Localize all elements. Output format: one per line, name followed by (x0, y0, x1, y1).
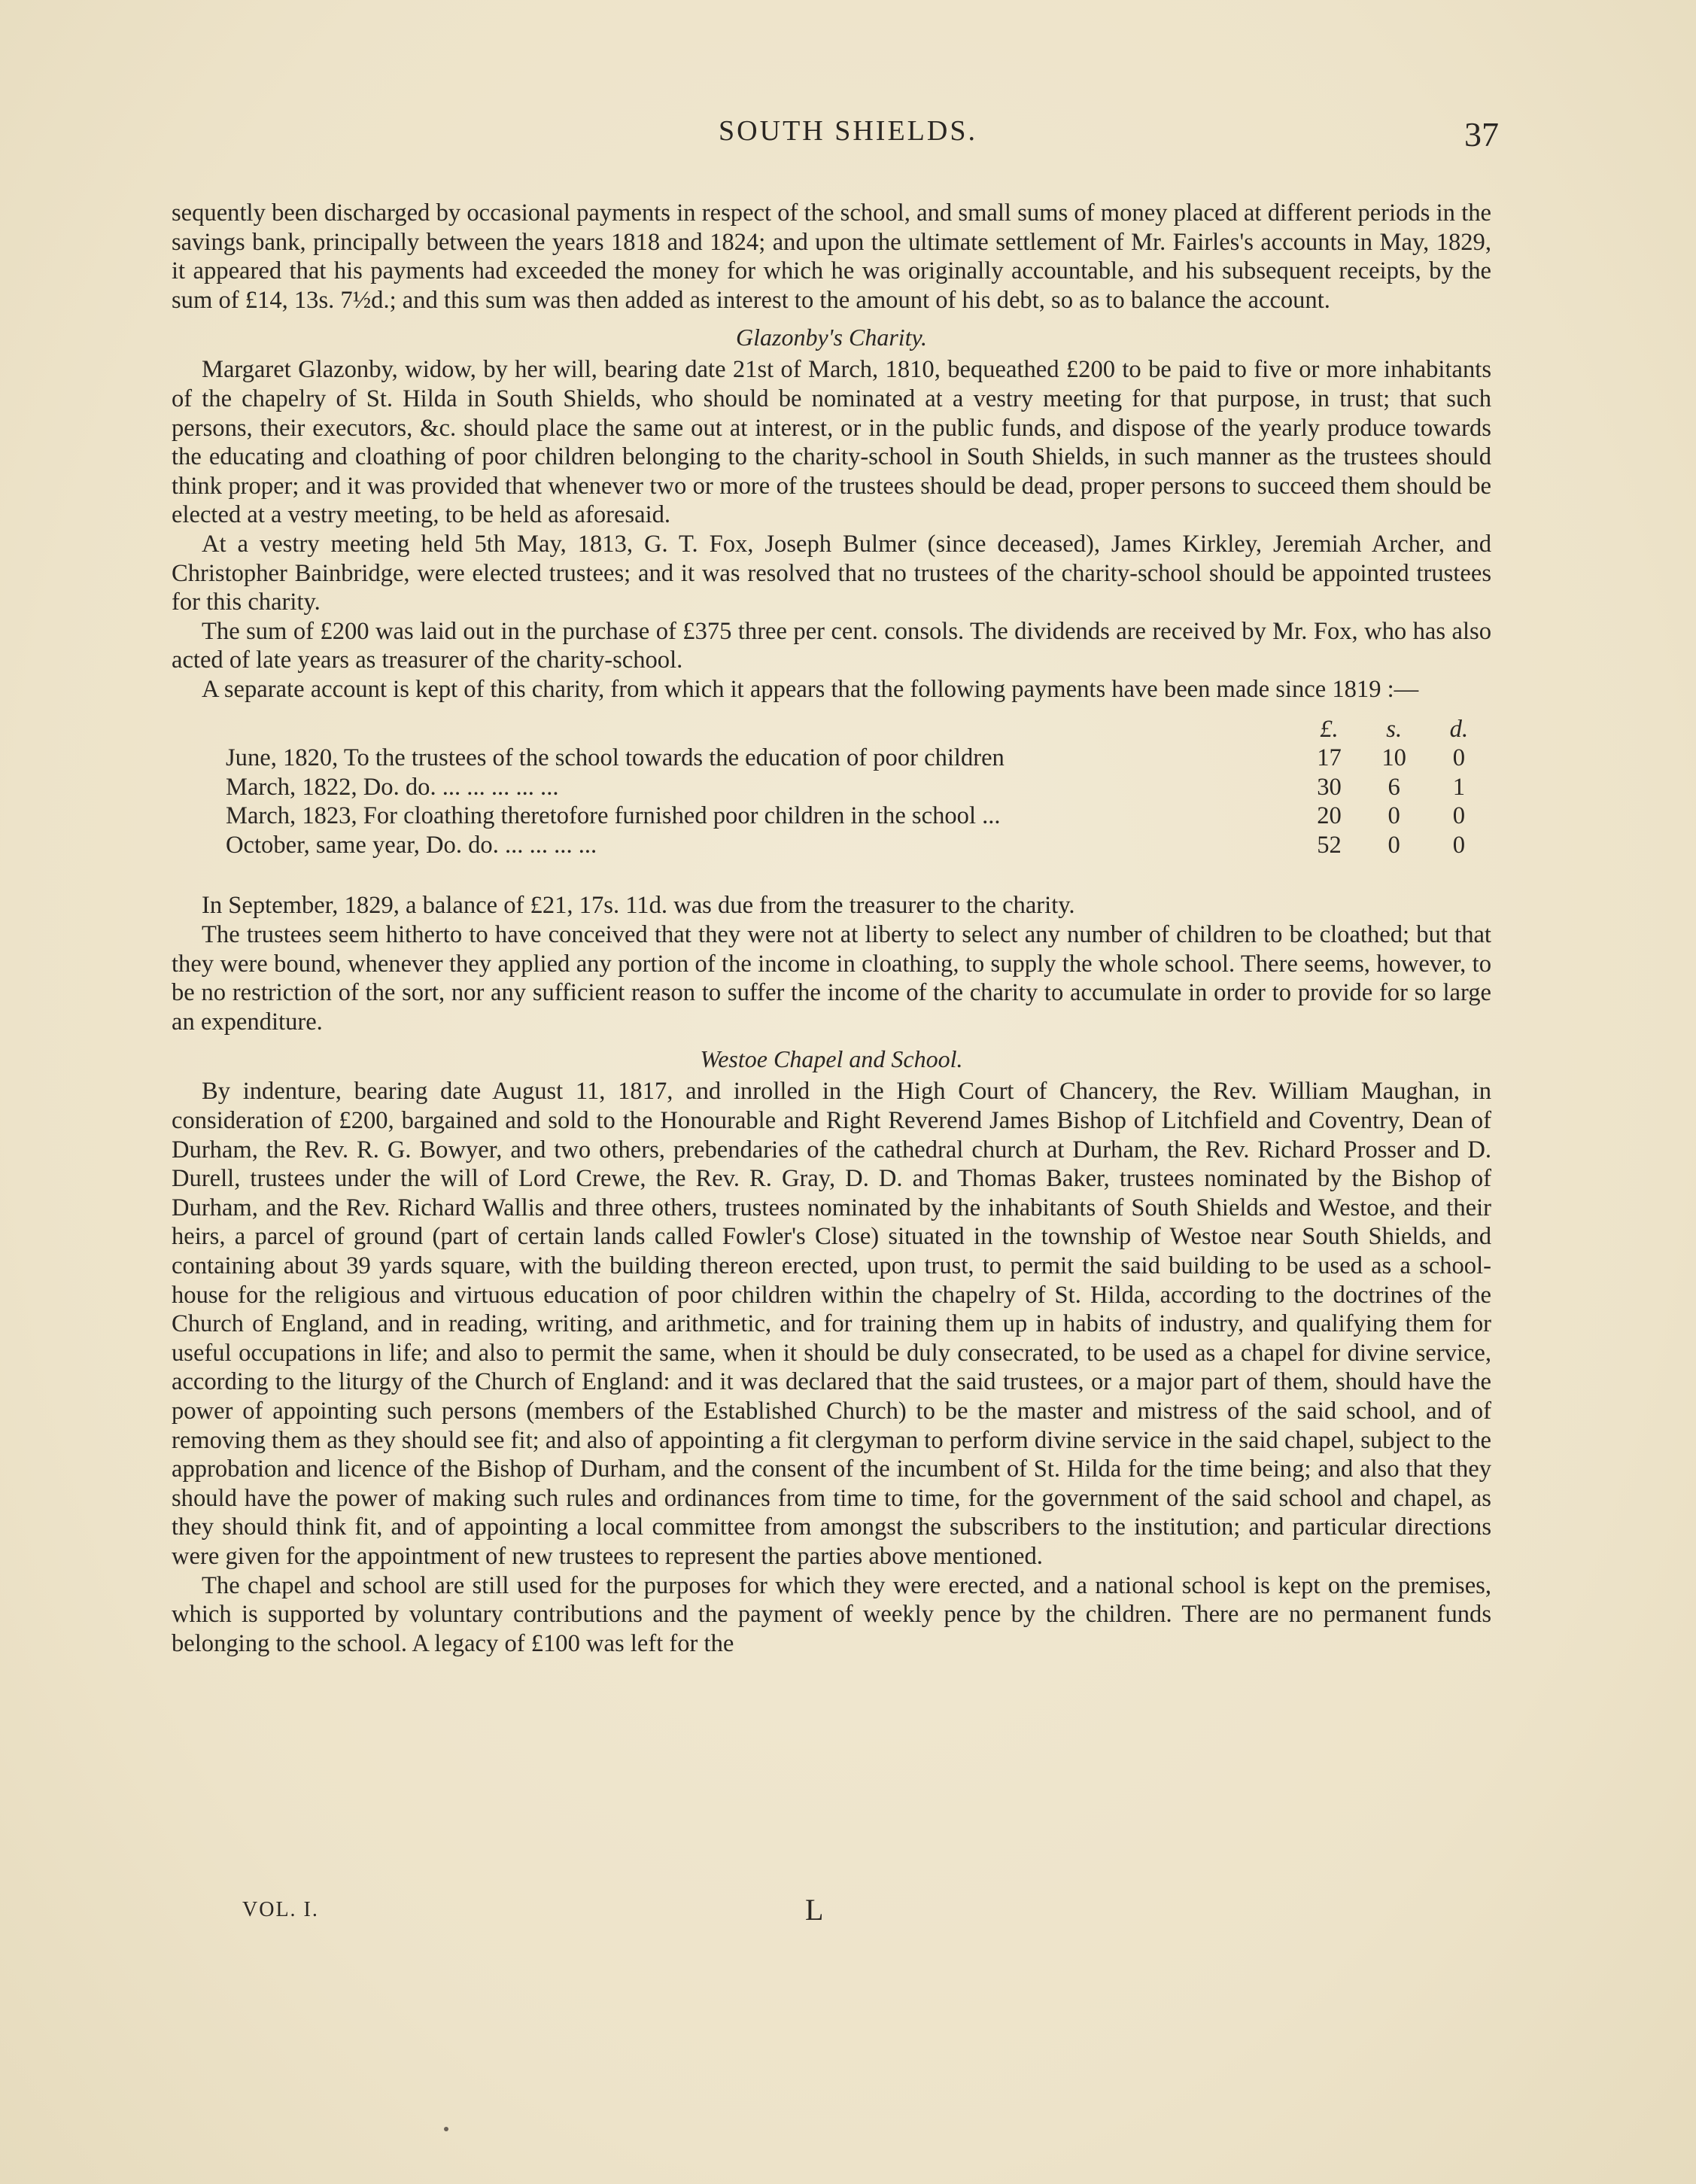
ledger-pence: 1 (1452, 773, 1466, 801)
body-text (172, 199, 1491, 1658)
paragraph-vestry-meeting: At a vestry meeting held 5th May, 1813, G. T. Fox, Joseph Bulmer (since deceased), James Kirkley, Jeremiah Archer, and Christopher Bainbridge, were elected trustees; and it was resolved that no trustees of the charity-school should be appointed trustees for this charity. (172, 530, 1491, 616)
paragraph-trustees-conceived: The trustees seem hitherto to have conceived that they were not at liberty to select any number of children to be cloathed; but that they were bound, whenever they applied any portion of the income in cloathing, to supply the whole school. There seems, however, to be no restriction of the sort, nor any sufficient reason to suffer the income of the charity to accumulate in order to provide for so large an expenditure. (172, 921, 1491, 1036)
paragraph-balance: In September, 1829, a balance of £21, 17s. 11d. was due from the treasurer to the charity. (202, 892, 1075, 920)
ledger-pence: 0 (1452, 831, 1466, 859)
ledger-row (226, 773, 1491, 802)
paragraph-chapel-school: The chapel and school are still used for the purposes for which they were erected, and a national school is kept on the premises, which is supported by voluntary contributions and the payment of weekly pence by the children. There are no permanent funds belonging to the school. A legacy of £100 was left for the (172, 1571, 1491, 1657)
page-header (0, 114, 1696, 160)
ledger-description: October, same year, Do. do. ... ... ... ... (226, 831, 597, 859)
ledger-shillings: 0 (1387, 802, 1400, 830)
page-footer (0, 1893, 1696, 1936)
ledger-description: March, 1822, Do. do. ... ... ... ... ... (226, 773, 559, 801)
signature-mark: L (805, 1893, 824, 1927)
ledger-pounds: 20 (1317, 802, 1342, 830)
ledger-shillings: 6 (1387, 773, 1400, 801)
page-number: 37 (1464, 115, 1499, 154)
paragraph-consols: The sum of £200 was laid out in the purchase of £375 three per cent. consols. The dividends are received by Mr. Fox, who has also acted of late years as treasurer of the charity-school. (172, 617, 1491, 674)
payments-ledger (226, 715, 1491, 860)
paragraph-will: Margaret Glazonby, widow, by her will, bearing date 21st of March, 1810, bequeathed £200 to be paid to five or more inhabitants of the chapelry of St. Hilda in South Shields, who should be nominated at a vestry meeting for that purpose, in trust; that such persons, their executors, &c. should place the same out at interest, or in the public funds, and dispose of the yearly produce towards the educating and cloathing of poor children belonging to the charity-school in South Shields, in such manner as the trustees should think proper; and it was provided that whenever two or more of the trustees should be dead, proper persons to succeed them should be elected at a vestry meeting, to be held as aforesaid. (172, 356, 1491, 529)
ledger-pence: 0 (1452, 802, 1466, 830)
ledger-row (226, 831, 1491, 860)
ledger-shillings: 10 (1381, 744, 1406, 772)
ledger-shillings: 0 (1387, 831, 1400, 859)
ledger-pounds: 30 (1317, 773, 1342, 801)
section-heading-westoe: Westoe Chapel and School. (700, 1045, 963, 1073)
paragraph-account: A separate account is kept of this charity, from which it appears that the following payments have been made since 1819 :— (202, 675, 1419, 703)
section-heading-glazonby: Glazonby's Charity. (736, 324, 927, 351)
ledger-pounds: 52 (1317, 831, 1342, 859)
paragraph-indenture: By indenture, bearing date August 11, 1817, and inrolled in the High Court of Chancery, the Rev. William Maughan, in consideration of £200, bargained and sold to the Honourable and Right Reverend James Bishop of Litchfield and Coventry, Dean of Durham, the Rev. R. G. Bowyer, and two others, prebendaries of the cathedral church at Durham, the Rev. Richard Prosser and D. Durell, trustees under the will of Lord Crewe, the Rev. R. Gray, D. D. and Thomas Baker, trustees nominated by the Bishop of Durham, and the Rev. Richard Wallis and three others, trustees nominated by the inhabitants of South Shields and Westoe, and their heirs, a parcel of ground (part of certain lands called Fowler's Close) situated in the township of Westoe near South Shields, and containing about 39 yards square, with the building thereon erected, upon trust, to permit the said building to be used as a school-house for the religious and virtuous education of poor children within the chapelry of St. Hilda, according to the doctrines of the Church of England, and in reading, writing, and arithmetic, and for training them up in habits of industry, and qualifying them for useful occupations in life; and also to permit the same, when it should be duly consecrated, to be used as a chapel for divine service, according to the liturgy of the Church of England: and it was declared that the said trustees, or a major part of them, should have the power of appointing such persons (members of the Established Church) to be the master and mistress of the said school, and of removing them as they should see fit; and also of appointing a fit clergyman to perform divine service in the said chapel, subject to the approbation and licence of the Bishop of Durham, and the consent of the incumbent of St. Hilda for the time being; and also that they should have the power of making such rules and ordinances from time to time, for the government of the said school and chapel, as they should think fit, and of appointing a local committee from amongst the subscribers to the institution; and particular directions were given for the appointment of new trustees to represent the parties above mentioned. (172, 1078, 1491, 1570)
ledger-header-shillings: s. (1386, 715, 1403, 743)
ledger-pence: 0 (1452, 744, 1466, 772)
paper-speck (444, 2127, 448, 2131)
ledger-header-row (226, 715, 1491, 744)
ledger-header-pence: d. (1449, 715, 1469, 743)
ledger-description: June, 1820, To the trustees of the school towards the education of poor children (226, 744, 1005, 772)
paragraph-continuation: sequently been discharged by occasional payments in respect of the school, and small sums of money placed at different periods in the savings bank, principally between the years 1818 and 1824; and upon the ultimate settlement of Mr. Fairles's accounts in May, 1829, it appeared that his payments had exceeded the money for which he was originally accountable, and his subsequent receipts, by the sum of £14, 13s. 7½d.; and this sum was then added as interest to the amount of his debt, so as to balance the account. (172, 199, 1491, 314)
ledger-pounds: 17 (1317, 744, 1342, 772)
ledger-row (226, 744, 1491, 773)
running-title: SOUTH SHIELDS. (719, 115, 977, 147)
ledger-header-pounds: £. (1320, 715, 1339, 743)
ledger-row (226, 802, 1491, 831)
volume-mark: VOL. I. (242, 1898, 319, 1921)
ledger-description: March, 1823, For cloathing theretofore furnished poor children in the school ... (226, 802, 1001, 830)
